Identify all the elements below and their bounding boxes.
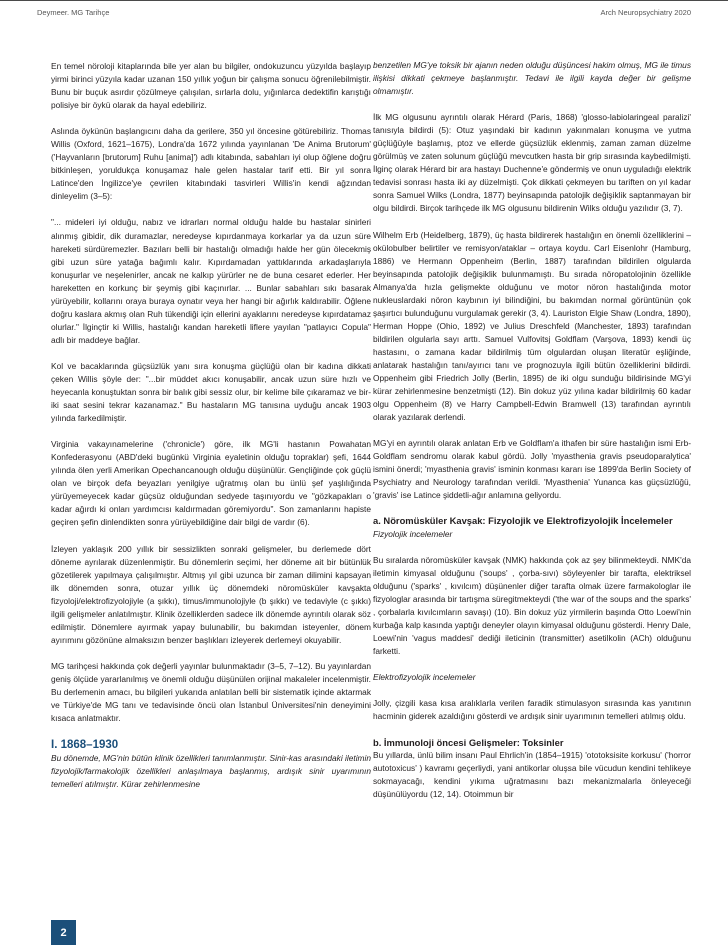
running-head-author: Deymeer. MG Tarihçe <box>37 8 110 17</box>
left-column <box>51 60 371 791</box>
subsection-heading-a: a. Nöromüsküler Kavşak: Fizyolojik ve Elektrofizyolojik İncelemeler <box>373 515 673 527</box>
paragraph: MG'yi en ayrıntılı olarak anlatan Erb ve Goldflam'a ithafen bir süre hastalığın ismi Erb-Goldflam sendromu olarak kabul gördü. Jolly 'myasthenia gravis pseudoparalytica' ismini önerdi; 'myasthenia gravis' isminin konması kararı ise 1899'da Berlin Society of Psychiatry and Neurology tarafından verildi. 'Myasthenia' Yunanca kas güçsüzlüğü, 'gravis' ise Latince şiddetli-ağır anlamına geliyordu. <box>373 438 691 501</box>
running-head-journal: Arch Neuropsychiatry 2020 <box>600 8 691 17</box>
page-number-badge: 2 <box>51 920 76 945</box>
paragraph: Bu yıllarda, ünlü bilim insanı Paul Ehrlich'in (1854–1915) 'ototoksisite korkusu' ('horror autotoxicus' ) kavramı geçerliydi, yani antikorlar oluşsa bile vücudun kendini tehlikeye sokmayacağı, kendini yıkıma uğratmasını bazı mekanizmalarla önleyeceği düşünülüyordu (12, 14). Otoimmun bir <box>373 750 691 800</box>
paragraph: İlk MG olgusunu ayrıntılı olarak Hérard (Paris, 1868) 'glosso-labiolaringeal paralizi' tanısıyla bildirdi (5): Otuz yaşındaki bir kadının yakınmaları konuşma ve yutma güçlüğüyle başlamış, ptoz ve ellerde güçsüzlük eklenmiş, zaman zaman düzelme görülmüş ve zaten solunum güçlüğü mevcutken hasta bir grip sırasında kaybedilmişti. İlginç olarak Hérard bir ara hastayı Duchenne'e göndermiş ve onun uyguladığı elektrik tedavisi sonrası hasta iki ay düzelmişti. Çok dikkati çekmeyen bu tariften on yıl kadar sonra Samuel Wilks (Londra, 1877) beyinsapında patolojik değişiklik saptanmayan bir olgu bildirdi. Birçok tarihçede ilk MG olgusunu bildirenin Wilks olduğu yazılıdır (3, 7). <box>373 112 691 214</box>
subsubsection-heading: Elektrofizyolojik incelemeler <box>373 672 476 683</box>
section-intro-continued: benzetilen MG'ye toksik bir ajanın neden olduğu düşüncesi hakim olmuş, MG ile timus ilişkisi dikkati çekmeye başlanmıştır. Tedavi ile ilgili kayda değer bir gelişme olmamıştır. <box>373 60 691 97</box>
paragraph: Wilhelm Erb (Heidelberg, 1879), üç hasta bildirerek hastalığın en önemli özelliklerini – okülobulber belirtiler ve remisyon/ataklar – ortaya koydu. Carl Eisenlohr (Hamburg, 1886) ve Hermann Oppenheim (Berlin, 1887) tarafından bildirilen olgularda beyinsapında patolojik değişiklik bulunmamıştı. Bu sırada nöropatolojinin özellikle Almanya'da hızla gelişmekte olduğunu ve motor nöron hastalığında motor nukleuslardaki nöron kaybının iyi bilindiğini, bu bakımdan normal görüntünün çok şaşırtıcı bulunduğunu vurgulamak gerekir (3, 4). Lauriston Elgie Shaw (Londra, 1890), Herman Hoppe (Ohio, 1892) ve Julius Dreschfeld (Manchester, 1893) tarafından bildirilen olgularla sayı arttı. Samuel Vulfovitsj Goldflam (Varşova, 1893) kendi üç hastasını, o zamana kadar bildirilmiş tüm olgulardan oluşan literatür eşliğinde, anlatarak hastalığın tanı/ayırıcı tanı ve prognozuyla ilgili bütün özelliklerini bildirdi. Oppenheim gibi Friedrich Jolly (Berlin, 1895) de iki olgu sunduğu bildirisinde MG'yi kürar zehirlenmesine benzetmişti (12). Bin dokuz yüz yılına kadar bildirilmiş 60 kadar olgu Oppenheim (8) ve Harry Campbell-Edwin Bramwell (13) tarafından ayrıntılı olarak yazılarak derlendi. <box>373 229 691 423</box>
paragraph: En temel nöroloji kitaplarında bile yer alan bu bilgiler, ondokuzuncu yüzyılda başlayıp yirmi birinci yüzyıla kadar uzanan 150 yıllık yoğun bir çalışma sonucu öğrenilebilmiştir. Bunu bir buçuk asırdır çözülmeye çalışılan, sırlarla dolu, yığınlarca dedektifin karıştığı polisiye bir öykü olarak da hayal edebiliriz. <box>51 61 371 111</box>
section-heading: I. 1868–1930 <box>51 739 119 752</box>
paragraph: Bu sıralarda nöromüsküler kavşak (NMK) hakkında çok az şey bilinmekteydi. NMK'da iletimin kimyasal olduğunu ('soups' , çorba-sıvı) söyleyenler bir tarafta, elektriksel olduğunu ('sparks' , kıvılcım) düşünenler diğer tarafta olmak üzere farmakologlar ile fizyologlar arasında bir tartışma süregitmekteydi ('the war of the soups and the sparks' , çorbalarla kıvılcımların savaşı) (10). Bin dokuz yüz yirmilerin başında Otto Loewi'nin kurbağa kalp kasında yaptığı deneyler olayın kimyasal olduğunu gösterdi. Henry Dale, Loewi'nin 'vagus maddesi' dediği ileticinin (transmitter) asetilkolin (ACh) olduğunu farketti. <box>373 555 691 657</box>
paragraph: Jolly, çizgili kasa kısa aralıklarla verilen faradik stimulasyon sırasında kas yanıtının hacminin giderek azaldığını gösterdi ve ardışık sinir uyarımının temelleri atılmış oldu. <box>373 698 691 722</box>
paragraph: Virginia vakayınamelerine ('chronicle') göre, ilk MG'li hastanın Powahatan Konfederasyonu (ABD'deki bugünkü Virginia eyaletinin olduğu topraklar) şefi, 1644 yılında ölen yerli Amerikan Opechancanough olduğu düşünülür. Gençliğinde çok güçlü olan ve birçok defa beyazları yenilgiye uğratmış olan bu ünlü şef yaşlılığında yürüyemeyecek kadar güçsüz olduğundan sedyede taşınıyordu ve "gözkapakları o kadar ağırdı ki onları yardımcısı kaldırmadan göremiyordu". Son zamanlarını hapiste geçiren şefin dinlendikten sonra yürüyebildiğine dair bilgi de vardır (6). <box>51 439 371 528</box>
top-rule <box>0 0 728 1</box>
running-header <box>0 8 728 22</box>
paragraph: Kol ve bacaklarında güçsüzlük yanı sıra konuşma güçlüğü olan bir kadına dikkati çeken Willis şöyle der: "...bir müddet akıcı konuşabilir, ancak uzun süre hızlı ve heyecanla konuştuktan sonra bir balık gibi sessiz olur, bir kelime bile çıkaramaz ve bir-iki saat sesini tekrar kazanamaz." Bu hastaların MG tanısına uyduğu ancak 1903 yılında farkedilmiştir. <box>51 360 371 424</box>
section-intro: Bu dönemde, MG'nin bütün klinik özellikleri tanımlanmıştır. Sinir-kas arasındaki iletimin fizyolojik/farmakolojik özellikleri anlaşılmaya başlanmış, ardışık sinir uyarımının temelleri atılmıştır. Kürar zehirlenmesine <box>51 753 371 790</box>
paragraph: Aslında öykünün başlangıcını daha da gerilere, 350 yıl öncesine götürebiliriz. Thomas Willis (Oxford, 1621–1675), Londra'da 1672 yılında yayınlanan 'De Anima Brutorum' ('Hayvanların [brutorum] Ruhu [anima]') adlı kitabında, sabahları iyi olup öğlene doğru bitkinleşen, yoruldukça konuşamaz hale gelen hastalar tarif etti. Bir yıl sonra Latince'den İngilizce'ye çevrilen kitabındaki tasvirleri Willis'in kendi ağzından dinleyelim (3–5): <box>51 126 371 202</box>
quote-paragraph: "... mideleri iyi olduğu, nabız ve idrarları normal olduğu halde bu hastalar sinirleri alınmış gibidir, dik duramazlar, neredeyse kıpırdanmaya korkarlar ya da uzun süre hareketi sürdüremezler. Bazıları belli bir hastalığı olmadığı halde her gün ölecekmiş gibi uzun süre yatağa bağımlı kalır. Kıpırdamadan yattıklarında arkadaşlarıyla konuşurlar ve neşelenirler, ancak ne kalkıp yürürler ne de buna cesaret ederler. Her hareketten en korkunç bir şeymiş gibi kaçınırlar. ... Bunlar sabahları sıkı basarak yürüyebilir, kollarını oraya buraya oynatır veya her hangi bir ağırlık kaldırabilir. Öğlene doğru kaslara akmış olan Ruh tükendiği için ellerini ayaklarını neredeyse kıpırdatamaz olurlar." İlginçtir ki Willis, hastalığı kandan hareketli liflere yayılan "patlayıcı Copula" adlı bir maddeye bağlar. <box>51 217 371 345</box>
paragraph: İzleyen yaklaşık 200 yıllık bir sessizlikten sonraki gelişmeler, bu derlemede dört döneme ayrılarak düzenlenmiştir. Bu dönemlerin seçimi, her döneme ait bir bütünlük gözetilerek yapılmaya çalışılmıştır. Altmış yıl gibi uzunca bir zaman dilimini kapsayan ilk dönemden sonra, otuzar yıllık üç dönemdeki nöromüsküler kavşakta fizyoloji/elektrofizyolojiyle (a şıkkı), timus/immunolojiyle (b şıkkı) ve tedaviyle (c şıkkı) ilgili gelişmeler anlatılmıştır. Klinik özelliklerden sadece ilk dönemde ayrıntılı olarak söz edilmiştir. Dönemlere ayırmak yapay bulunabilir, bu bakımdan isteyenler, dönem ayırımını gözönüne almaksızın benzer başlıkları izleyerek derlemeyi okuyabilir. <box>51 543 371 645</box>
subsection-heading-b: b. İmmunoloji öncesi Gelişmeler: Toksinler <box>373 736 564 748</box>
right-column <box>373 59 691 801</box>
paragraph: MG tarihçesi hakkında çok değerli yayınlar bulunmaktadır (3–5, 7–12). Bu yayınlardan geniş ölçüde yararlanılmış ve önemli olduğu düşünülen orijinal makaleler incelenmiştir. Bu derlemenin amacı, bu bilgileri yukarıda anlatılan belli bir sistematik içinde aktarmak ve Türkiye'de MG tanı ve tedavisinde öncü olan İstanbul Üniversitesi'nin deneyimini kısaca anlatmaktır. <box>51 660 371 724</box>
subsubsection-heading: Fizyolojik incelemeler <box>373 528 453 539</box>
